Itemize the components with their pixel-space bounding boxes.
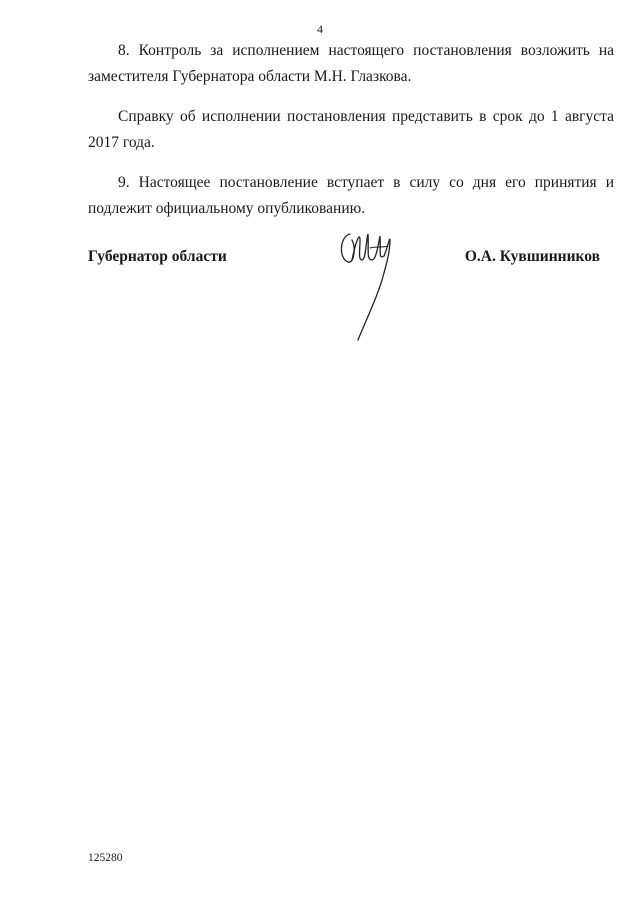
page-number: 4 xyxy=(317,22,323,36)
paragraph-9: 9. Настоящее постановление вступает в силу со дня его принятия и подлежит официальному опубликованию. xyxy=(88,174,614,217)
document-body xyxy=(88,38,614,236)
document-code: 125280 xyxy=(88,852,123,864)
signatory-title: Губернатор области xyxy=(88,248,227,265)
paragraph-report: Справку об исполнении постановления представить в срок до 1 августа 2017 года. xyxy=(88,108,614,151)
handwritten-signature xyxy=(336,226,406,346)
signatory-name: О.А. Кувшинников xyxy=(464,248,600,265)
paragraph-8: 8. Контроль за исполнением настоящего постановления возложить на заместителя Губернатора области М.Н. Глазкова. xyxy=(88,42,614,85)
signature-block xyxy=(88,248,614,348)
